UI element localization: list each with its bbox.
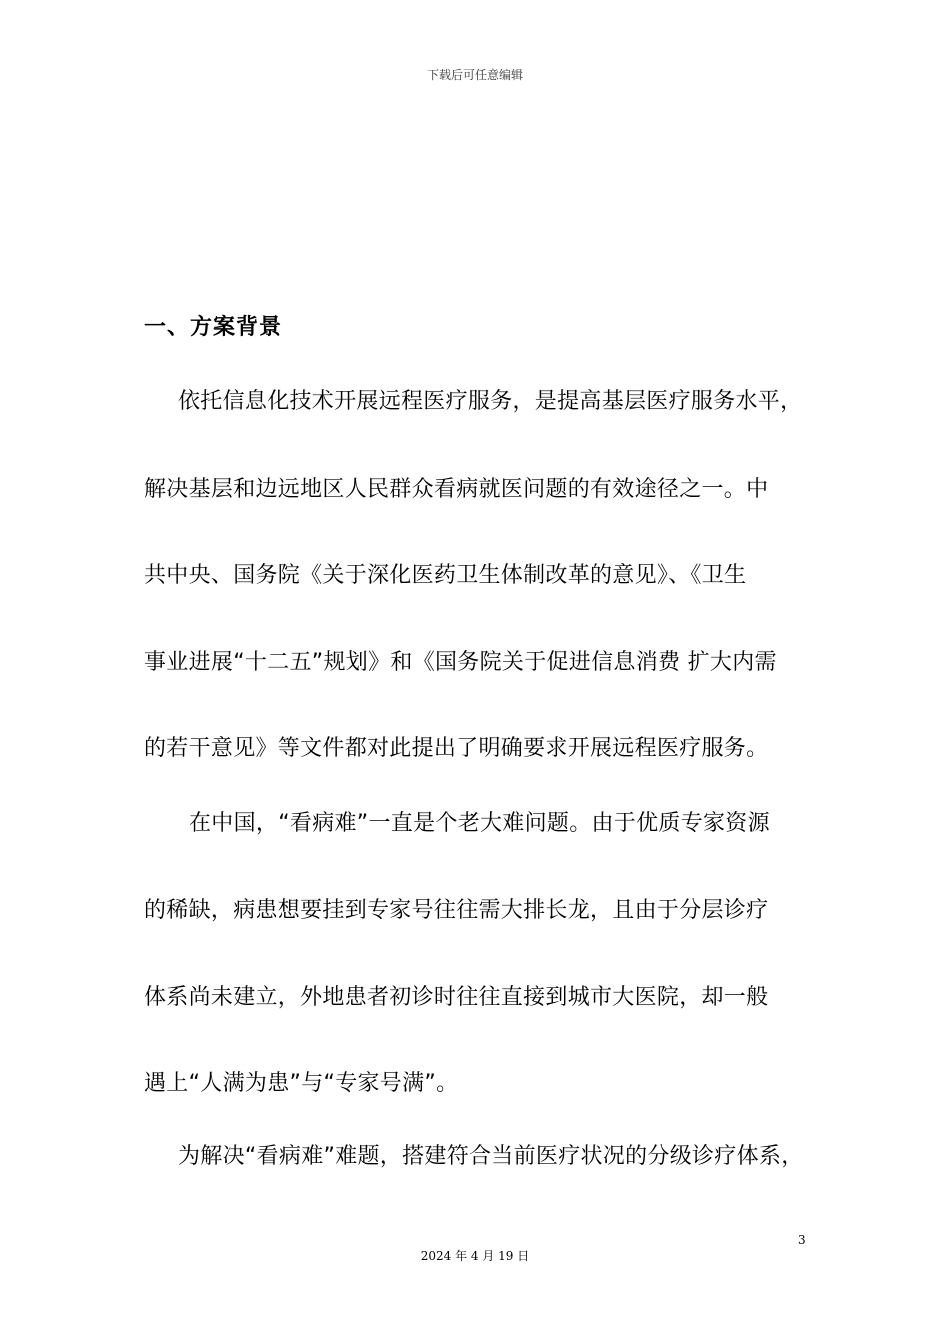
paragraph-line: 的稀缺，病患想要挂到专家号往往需大排长龙，且由于分层诊疗: [144, 898, 769, 923]
footer-date: 2024 年 4 月 19 日: [420, 1249, 530, 1263]
paragraph-line: 共中央、国务院《关于深化医药卫生体制改革的意见》、《卫生: [144, 563, 747, 588]
paragraph-line: 在中国，“看病难”一直是个老大难问题。由于优质专家资源: [189, 811, 770, 836]
paragraph-line: 为解决“看病难”难题，搭建符合当前医疗状况的分级诊疗体系，: [178, 1144, 804, 1169]
paragraph-line: 遇上“人满为患”与“专家号满”。: [144, 1071, 459, 1096]
page-number: 3: [798, 1233, 806, 1247]
section-title: 一、方案背景: [144, 315, 283, 340]
paragraph-line: 的若干意见》等文件都对此提出了明确要求开展远程医疗服务。: [144, 736, 769, 761]
header-note: 下载后可任意编辑: [426, 68, 523, 82]
paragraph-line: 解决基层和边远地区人民群众看病就医问题的有效途径之一。中: [144, 477, 769, 502]
paragraph-line: 事业进展“十二五”规划》和《国务院关于促进信息消费 扩大内需: [144, 650, 777, 675]
paragraph-line: 体系尚未建立，外地患者初诊时往往直接到城市大医院，却一般: [144, 985, 769, 1010]
paragraph-line: 依托信息化技术开展远程医疗服务，是提高基层医疗服务水平，: [178, 389, 803, 414]
